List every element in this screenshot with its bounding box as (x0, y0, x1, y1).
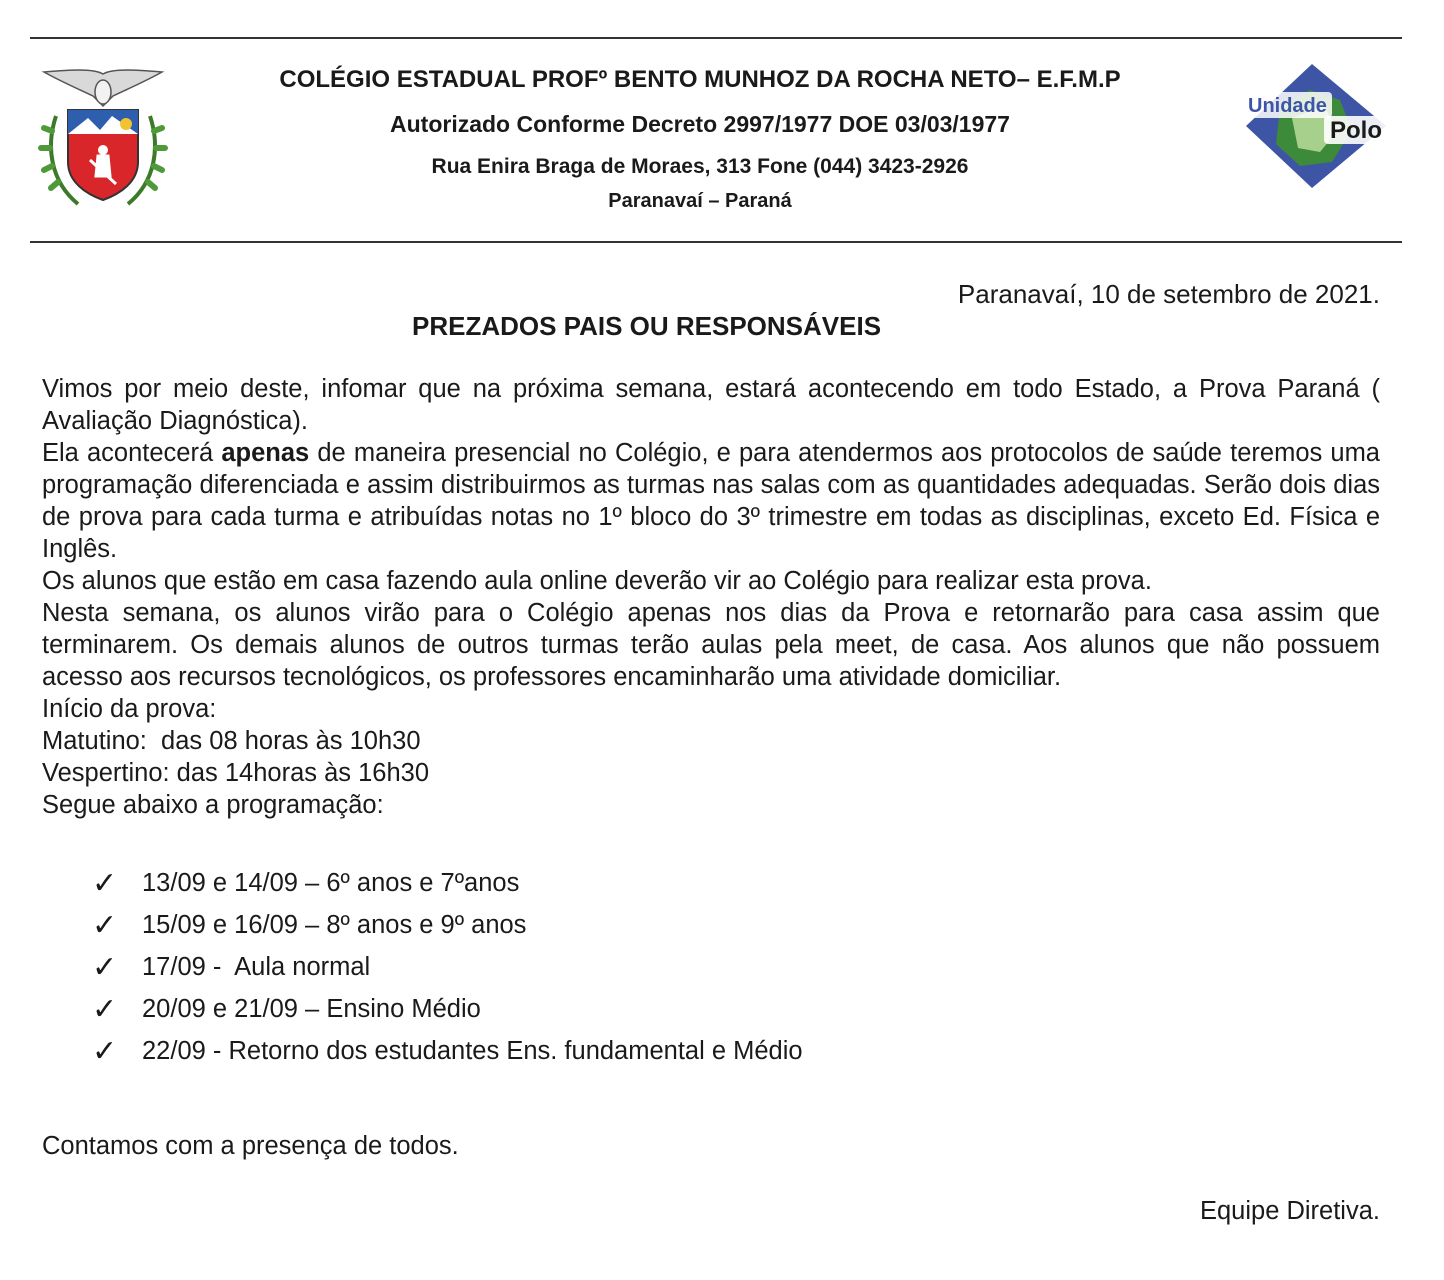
schedule-item-text: 22/09 - Retorno dos estudantes Ens. fundamental e Médio (142, 1036, 803, 1065)
school-name: COLÉGIO ESTADUAL PROFº BENTO MUNHOZ DA ROCHA NETO– E.F.M.P (279, 66, 1121, 93)
header-bottom-rule (30, 241, 1402, 243)
schedule-intro: Segue abaixo a programação: (42, 791, 384, 819)
checkmark-icon: ✓ (92, 907, 118, 943)
schedule-list (92, 862, 803, 1072)
paragraph-details-post: de maneira presencial no Colégio, e para atendermos aos protocolos de saúde teremos uma programação diferenciada e assim distribuirmos as turmas nas salas com as quantidades adequadas. Serão dois dias de prova para cada turma e atribuídas notas no 1º bloco do 3º trimestre em todas as disciplinas, exceto Ed. Física e Inglês. (42, 439, 1380, 563)
paragraph-details (42, 437, 1380, 565)
paragraph-online-students: Os alunos que estão em casa fazendo aula online deverão vir ao Colégio para realizar esta prova. (42, 567, 1152, 595)
school-address: Rua Enira Braga de Moraes, 313 Fone (044) 3423-2926 (431, 155, 969, 178)
signature: Equipe Diretiva. (1199, 1197, 1380, 1225)
authorization-decree: Autorizado Conforme Decreto 2997/1977 DOE 03/03/1977 (390, 111, 1010, 137)
logo-text-polo: Polo (1330, 117, 1382, 144)
checkmark-icon: ✓ (92, 1033, 118, 1069)
paragraph-intro: Vimos por meio deste, infomar que na próxima semana, estará acontecendo em todo Estado, a Prova Paraná ( Avaliação Diagnóstica). (42, 375, 1380, 435)
emphasis-apenas: apenas (221, 439, 310, 467)
checkmark-icon: ✓ (92, 865, 118, 901)
unidade-polo-logo (1240, 60, 1392, 192)
exam-start-label: Início da prova: (42, 695, 217, 723)
checkmark-icon: ✓ (92, 949, 118, 985)
school-city: Paranavaí – Paraná (608, 190, 792, 212)
list-item (92, 988, 803, 1030)
list-item (92, 946, 803, 988)
list-item (92, 1030, 803, 1072)
paragraph-week-info: Nesta semana, os alunos virão para o Colégio apenas nos dias da Prova e retornarão para casa assim que terminarem. Os demais alunos de outros turmas terão aulas pela meet, de casa. Aos alunos que não possuem acesso aos recursos tecnológicos, os professores encaminharão uma atividade domiciliar. (42, 599, 1380, 691)
closing-line: Contamos com a presença de todos. (42, 1132, 459, 1160)
schedule-item-text: 15/09 e 16/09 – 8º anos e 9º anos (142, 910, 527, 939)
logo-text-unidade: Unidade (1248, 95, 1327, 117)
letter-title: PREZADOS PAIS OU RESPONSÁVEIS (412, 311, 882, 341)
list-item (92, 904, 803, 946)
paragraph-details-pre: Ela acontecerá (42, 439, 222, 467)
schedule-item-text: 13/09 e 14/09 – 6º anos e 7ºanos (142, 868, 520, 897)
list-item (92, 862, 803, 904)
morning-schedule: Matutino: das 08 horas às 10h30 (42, 727, 421, 755)
date-line: Paranavaí, 10 de setembro de 2021. (957, 279, 1380, 309)
afternoon-schedule: Vespertino: das 14horas às 16h30 (42, 759, 430, 787)
checkmark-icon: ✓ (92, 991, 118, 1027)
header-top-rule (30, 37, 1402, 39)
schedule-item-text: 20/09 e 21/09 – Ensino Médio (142, 994, 481, 1023)
coat-of-arms-logo (38, 66, 168, 214)
letter-body (42, 373, 1380, 821)
schedule-item-text: 17/09 - Aula normal (142, 952, 371, 981)
